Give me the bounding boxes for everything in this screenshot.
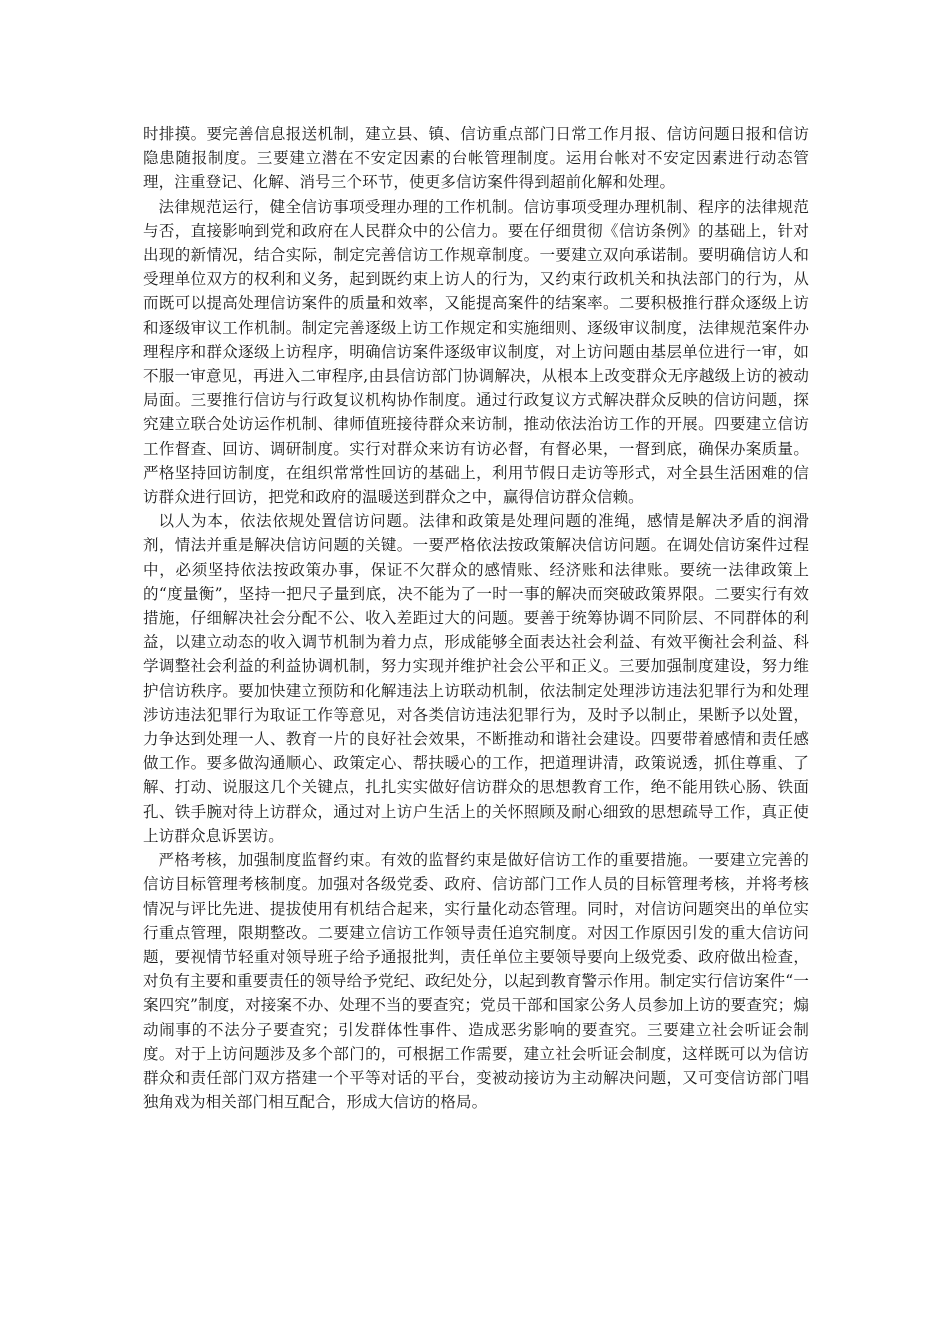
body-text [143, 122, 809, 1114]
paragraph-4: 严格考核，加强制度监督约束。有效的监督约束是做好信访工作的重要措施。一要建立完善的信访目标管理考核制度。加强对各级党委、政府、信访部门工作人员的目标管理考核，并将考核情况与评比先进、提拔使用有机结合起来，实行量化动态管理。同时，对信访问题突出的单位实行重点管理，限期整改。二要建立信访工作领导责任追究制度。对因工作原因引发的重大信访问题，要视情节轻重对领导班子给予通报批判，责任单位主要领导要向上级党委、政府做出检查，对负有主要和重要责任的领导给予党纪、政纪处分，以起到教育警示作用。制定实行信访案件“一案四究”制度，对接案不办、处理不当的要查究；党员干部和国家公务人员参加上访的要查究；煽动闹事的不法分子要查究；引发群体性事件、造成恶劣影响的要查究。三要建立社会听证会制度。对于上访问题涉及多个部门的，可根据工作需要，建立社会听证会制度，这样既可以为信访群众和责任部门双方搭建一个平等对话的平台，变被动接访为主动解决问题，又可变信访部门唱独角戏为相关部门相互配合，形成大信访的格局。 [143, 851, 809, 1112]
paragraph-1: 时排摸。要完善信息报送机制，建立县、镇、信访重点部门日常工作月报、信访问题日报和信访隐患随报制度。三要建立潜在不安定因素的台帐管理制度。运用台帐对不安定因素进行动态管理，注重登记、化解、消号三个环节，使更多信访案件得到超前化解和处理。 [143, 125, 809, 192]
paragraph-2: 法律规范运行，健全信访事项受理办理的工作机制。信访事项受理办理机制、程序的法律规范与否，直接影响到党和政府在人民群众中的公信力。要在仔细贯彻《信访条例》的基础上，针对出现的新情况，结合实际，制定完善信访工作规章制度。一要建立双向承诺制。要明确信访人和受理单位双方的权利和义务，起到既约束上访人的行为，又约束行政机关和执法部门的行为，从而既可以提高处理信访案件的质量和效率，又能提高案件的结案率。二要积极推行群众逐级上访和逐级审议工作机制。制定完善逐级上访工作规定和实施细则、逐级审议制度，法律规范案件办理程序和群众逐级上访程序，明确信访案件逐级审议制度，对上访问题由基层单位进行一审，如不服一审意见，再进入二审程序,由县信访部门协调解决，从根本上改变群众无序越级上访的被动局面。三要推行信访与行政复议机构协作制度。通过行政复议方式解决群众反映的信访问题，探究建立联合处访运作机制、律师值班接待群众来访制，推动依法治访工作的开展。四要建立信访工作督查、回访、调研制度。实行对群众来访有访必督，有督必果，一督到底，确保办案质量。严格坚持回访制度，在组织常常性回访的基础上，利用节假日走访等形式，对全县生活困难的信访群众进行回访，把党和政府的温暖送到群众之中，赢得信访群众信赖。 [143, 197, 809, 507]
paragraph-3: 以人为本，依法依规处置信访问题。法律和政策是处理问题的准绳，感情是解决矛盾的润滑剂，情法并重是解决信访问题的关键。一要严格依法按政策解决信访问题。在调处信访案件过程中，必须坚持依法按政策办事，保证不欠群众的感情账、经济账和法律账。要统一法律政策上的“度量衡”，坚持一把尺子量到底，决不能为了一时一事的解决而突破政策界限。二要实行有效措施，仔细解决社会分配不公、收入差距过大的问题。要善于统筹协调不同阶层、不同群体的利益，以建立动态的收入调节机制为着力点，形成能够全面表达社会利益、有效平衡社会利益、科学调整社会利益的利益协调机制，努力实现并维护社会公平和正义。三要加强制度建设，努力维护信访秩序。要加快建立预防和化解违法上访联动机制，依法制定处理涉访违法犯罪行为和处理涉访违法犯罪行为取证工作等意见，对各类信访违法犯罪行为，及时予以制止，果断予以处置，力争达到处理一人、教育一片的良好社会效果，不断推动和谐社会建设。四要带着感情和责任感做工作。要多做沟通顺心、政策定心、帮扶暖心的工作，把道理讲清，政策说透，抓住尊重、了解、打动、说服这几个关键点，扎扎实实做好信访群众的思想教育工作，绝不能用铁心肠、铁面孔、铁手腕对待上访群众，通过对上访户生活上的关怀照顾及耐心细致的思想疏导工作，真正使上访群众息诉罢访。 [143, 512, 809, 845]
